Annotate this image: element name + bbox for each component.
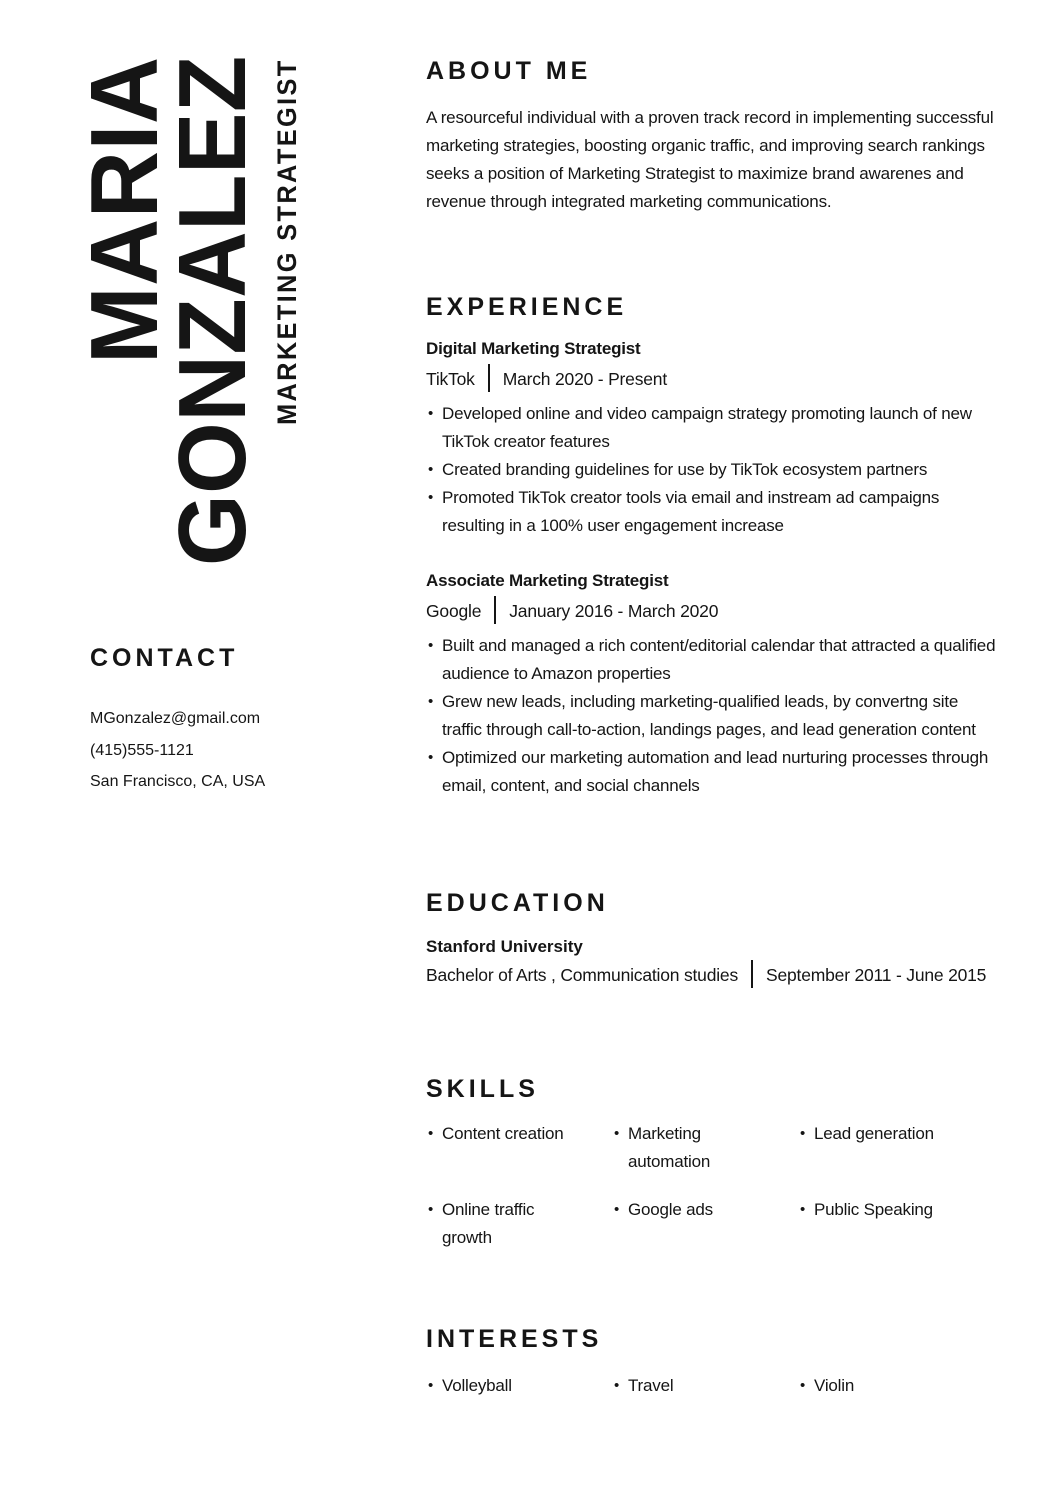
last-name-vertical: GONZALEZ [159,55,266,566]
about-heading: ABOUT ME [426,57,592,85]
job-bullet-list [426,632,996,800]
job-bullet-list [426,400,996,540]
interests-section [426,1324,996,1400]
skill-item: • Content creation [426,1120,612,1176]
education-heading: EDUCATION [426,889,609,917]
job-bullet: • Created branding guidelines for use by TikTok ecosystem partners [426,456,996,484]
about-section [426,56,996,216]
about-text: A resourceful individual with a proven track record in implementing successful marketing strategies, boosting organic traffic, and improving search rankings seeks a position of Marketing Strategist to maximize brand awarenes and revenue through integrated marketing communications. [426,108,994,211]
job-company: TikTok [426,369,475,389]
job-dates: March 2020 - Present [502,369,667,389]
job-bullet: • Built and managed a rich content/editorial calendar that attracted a qualified audience to Amazon properties [426,632,996,688]
education-school: Stanford University [426,937,583,956]
skill-item: • Public Speaking [798,1196,996,1252]
contact-section [90,643,390,798]
interest-item: • Violin [798,1372,996,1400]
experience-heading: EXPERIENCE [426,293,628,321]
job-title: Digital Marketing Strategist [426,339,641,358]
interest-item: • Travel [612,1372,798,1400]
divider-bar [751,960,753,988]
job-company: Google [426,601,482,621]
interest-item: • Volleyball [426,1372,612,1400]
contact-email: MGonzalez@gmail.com [90,710,261,727]
job-meta [426,362,996,396]
job-bullet: • Promoted TikTok creator tools via email and instream ad campaigns resulting in a 100% user engagement increase [426,484,996,540]
education-entry [426,934,996,991]
skills-section [426,1074,996,1252]
job-bullet: • Optimized our marketing automation and lead nurturing processes through email, content, and social channels [426,744,996,800]
contact-heading: CONTACT [90,644,239,672]
job-title: Associate Marketing Strategist [426,571,669,590]
skills-list [426,1120,996,1252]
job-meta [426,594,996,628]
contact-location: San Francisco, CA, USA [90,773,266,790]
skill-item: • Google ads [612,1196,798,1252]
skill-item: • Lead generation [798,1120,996,1176]
skill-item: • Online traffic growth [426,1196,612,1252]
interests-list [426,1372,996,1400]
contact-phone: (415)555-1121 [90,741,194,759]
job-title-vertical: MARKETING STRATEGIST [272,58,302,426]
job-bullet: • Grew new leads, including marketing-qualified leads, by convertng site traffic through call-to-action, landings pages, and lead generation content [426,688,996,744]
skills-heading: SKILLS [426,1075,539,1103]
education-dates: September 2011 - June 2015 [766,965,987,985]
divider-bar [488,364,490,392]
experience-section [426,292,996,800]
job-bullet: • Developed online and video campaign strategy promoting launch of new TikTok creator features [426,400,996,456]
job-entry [426,568,996,800]
interests-heading: INTERESTS [426,1325,603,1353]
education-degree: Bachelor of Arts , Communication studies [426,965,739,985]
education-section [426,888,996,991]
first-name-vertical: MARIA [71,56,178,365]
skill-item: • Marketing automation [612,1120,798,1176]
job-dates: January 2016 - March 2020 [509,601,719,621]
divider-bar [494,596,496,624]
education-meta [426,960,996,991]
job-entry [426,336,996,540]
